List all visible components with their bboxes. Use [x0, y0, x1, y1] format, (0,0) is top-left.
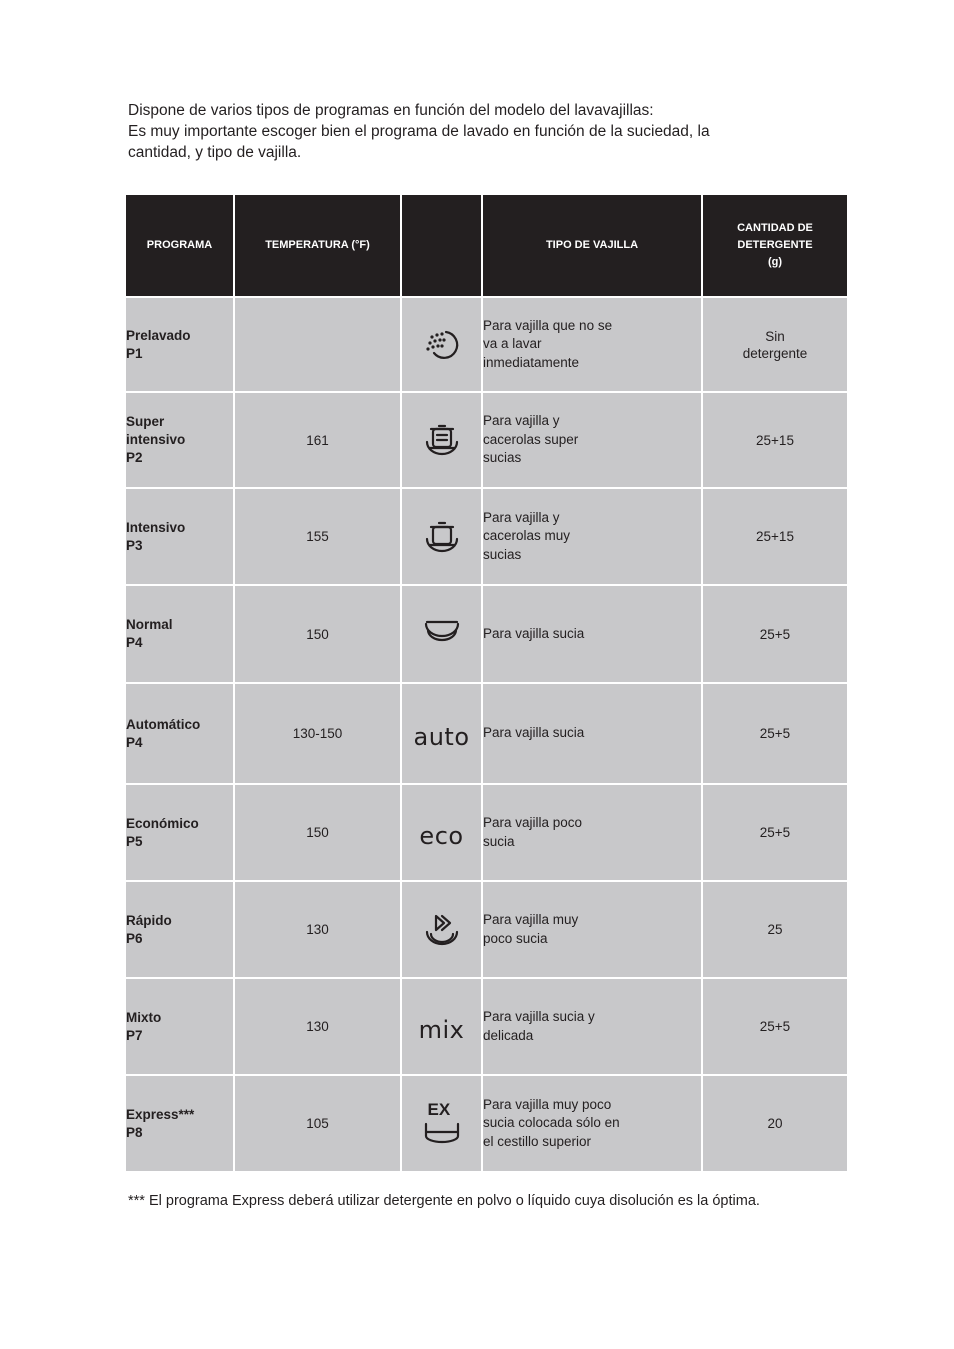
desc-line: Para vajilla y: [483, 509, 560, 525]
desc-line: Para vajilla poco: [483, 815, 583, 830]
desc-line: Para vajilla y: [483, 413, 560, 429]
intro-line: Es muy importante escoger bien el programa de lavado en función de la suciedad, la: [128, 123, 710, 140]
name-line: P2: [126, 450, 143, 465]
detergent-amount: [702, 683, 847, 784]
table-row: [126, 392, 847, 488]
detergent-amount: [702, 978, 847, 1075]
name-line: Automático: [126, 716, 201, 732]
detergent-line: Sin: [765, 328, 785, 344]
desc-line: Para vajilla sucia: [483, 625, 585, 641]
detergent-line: 25+15: [756, 432, 794, 448]
desc-line: Para vajilla muy: [483, 912, 579, 927]
detergent-line: 25+5: [759, 626, 791, 642]
name-line: Express***: [126, 1106, 195, 1122]
desc-line: Para vajilla muy poco: [483, 1096, 612, 1112]
header-program: PROGRAMA: [126, 195, 234, 297]
detergent-line: 25+5: [759, 1019, 791, 1034]
name-line: Rápido: [126, 912, 172, 928]
intro-text: [128, 100, 828, 163]
desc-line: sucia colocada sólo en: [483, 1115, 620, 1131]
program-name: [126, 488, 234, 585]
detergent-line: 25+5: [759, 726, 791, 741]
desc-line: inmediatamente: [483, 354, 580, 370]
desc-line: Para vajilla sucia y: [483, 1009, 595, 1024]
temperature-value: 150: [234, 784, 401, 881]
temperature-value: 130: [234, 978, 401, 1075]
detergent-amount: [702, 1075, 847, 1172]
temperature-value: 105: [234, 1075, 401, 1172]
temperature-value: 130: [234, 881, 401, 978]
temperature-value: 155: [234, 488, 401, 585]
program-name: [126, 978, 234, 1075]
dish-type: [482, 784, 702, 881]
detergent-amount: [702, 297, 847, 392]
program-name: [126, 392, 234, 488]
program-icon-cell: [401, 978, 482, 1075]
rapid-icon: [420, 921, 464, 936]
header-icon: [401, 195, 482, 297]
program-icon-cell: [401, 784, 482, 881]
prewash-shower-icon: [420, 336, 464, 351]
program-name: [126, 784, 234, 881]
name-line: Super: [126, 414, 165, 429]
desc-line: va a lavar: [483, 336, 542, 352]
desc-line: cacerolas super: [483, 431, 579, 447]
desc-line: sucias: [483, 450, 522, 466]
name-line: P4: [126, 635, 143, 650]
header-temperature: TEMPERATURA (°F): [234, 195, 401, 297]
intro-line: cantidad, y tipo de vajilla.: [128, 144, 302, 161]
program-name: [126, 683, 234, 784]
header-dish-type: TIPO DE VAJILLA: [482, 195, 702, 297]
temperature-value: 130-150: [234, 683, 401, 784]
name-line: P5: [126, 833, 143, 849]
program-icon-cell: [401, 392, 482, 488]
dish-type: [482, 392, 702, 488]
table-row: [126, 683, 847, 784]
header-detergent-line: CANTIDAD DE: [737, 222, 813, 234]
eco-icon: [419, 822, 463, 850]
name-line: P3: [126, 537, 143, 553]
name-line: Mixto: [126, 1009, 162, 1025]
program-icon-cell: [401, 881, 482, 978]
dish-type: [482, 1075, 702, 1172]
program-name: [126, 297, 234, 392]
detergent-amount: [702, 585, 847, 683]
header-detergent: [702, 195, 847, 297]
icon-lettering: mix: [418, 1015, 465, 1044]
dish-type: [482, 585, 702, 683]
name-line: Normal: [126, 617, 173, 632]
dish-type: [482, 683, 702, 784]
table-header-row: [126, 195, 847, 297]
header-detergent-line: DETERGENTE: [737, 239, 813, 251]
table-row: [126, 978, 847, 1075]
table-row: [126, 1075, 847, 1172]
name-line: Económico: [126, 815, 199, 831]
detergent-amount: [702, 784, 847, 881]
dish-type: [482, 978, 702, 1075]
program-icon-cell: [401, 585, 482, 683]
intro-line: Dispone de varios tipos de programas en función del modelo del lavavajillas:: [128, 102, 654, 119]
name-line: P1: [126, 345, 143, 361]
detergent-amount: [702, 881, 847, 978]
program-name: [126, 585, 234, 683]
table-row: [126, 297, 847, 392]
detergent-amount: [702, 488, 847, 585]
program-icon-cell: [401, 297, 482, 392]
program-icon-cell: [401, 683, 482, 784]
desc-line: sucia: [483, 833, 515, 849]
intensive-pot-icon: [420, 528, 464, 543]
super-intensive-pot-icon: [420, 432, 464, 447]
detergent-line: 25: [767, 922, 783, 937]
table-row: [126, 784, 847, 881]
auto-icon: [413, 723, 469, 751]
header-detergent-line: (g): [767, 256, 783, 268]
footnote: *** El programa Express deberá utilizar detergente en polvo o líquido cuya disolución es la óptima.: [128, 1193, 760, 1209]
name-line: P6: [126, 930, 143, 946]
table-row: [126, 881, 847, 978]
name-line: P4: [126, 734, 143, 750]
name-line: Prelavado: [126, 327, 191, 343]
mix-icon: [419, 1016, 465, 1044]
program-name: [126, 1075, 234, 1172]
detergent-line: 25+15: [756, 529, 794, 544]
desc-line: Para vajilla sucia: [483, 725, 585, 741]
dish-type: [482, 488, 702, 585]
normal-dishes-icon: [420, 626, 464, 641]
table-row: [126, 585, 847, 683]
name-line: P8: [126, 1124, 143, 1140]
name-line: P7: [126, 1027, 143, 1043]
detergent-line: 25+5: [759, 825, 791, 840]
desc-line: cacerolas muy: [483, 528, 571, 544]
detergent-line: detergente: [742, 345, 808, 361]
icon-lettering: auto: [413, 722, 470, 751]
temperature-value: 161: [234, 392, 401, 488]
temperature-value: 150: [234, 585, 401, 683]
program-icon-cell: [401, 1075, 482, 1172]
desc-line: sucias: [483, 546, 522, 562]
dish-type: [482, 881, 702, 978]
temperature-value: [234, 297, 401, 392]
express-icon: [420, 1099, 464, 1146]
dish-type: [482, 297, 702, 392]
desc-line: el cestillo superior: [483, 1133, 592, 1149]
detergent-line: 20: [767, 1116, 783, 1131]
desc-line: poco sucia: [483, 930, 548, 946]
name-line: intensivo: [126, 432, 186, 447]
detergent-amount: [702, 392, 847, 488]
programs-table: [126, 195, 847, 1173]
name-line: Intensivo: [126, 519, 186, 535]
icon-lettering: EX: [427, 1099, 451, 1119]
icon-lettering: eco: [419, 821, 464, 850]
program-icon-cell: [401, 488, 482, 585]
desc-line: Para vajilla que no se: [483, 317, 613, 333]
program-name: [126, 881, 234, 978]
desc-line: delicada: [483, 1027, 534, 1043]
table-row: [126, 488, 847, 585]
